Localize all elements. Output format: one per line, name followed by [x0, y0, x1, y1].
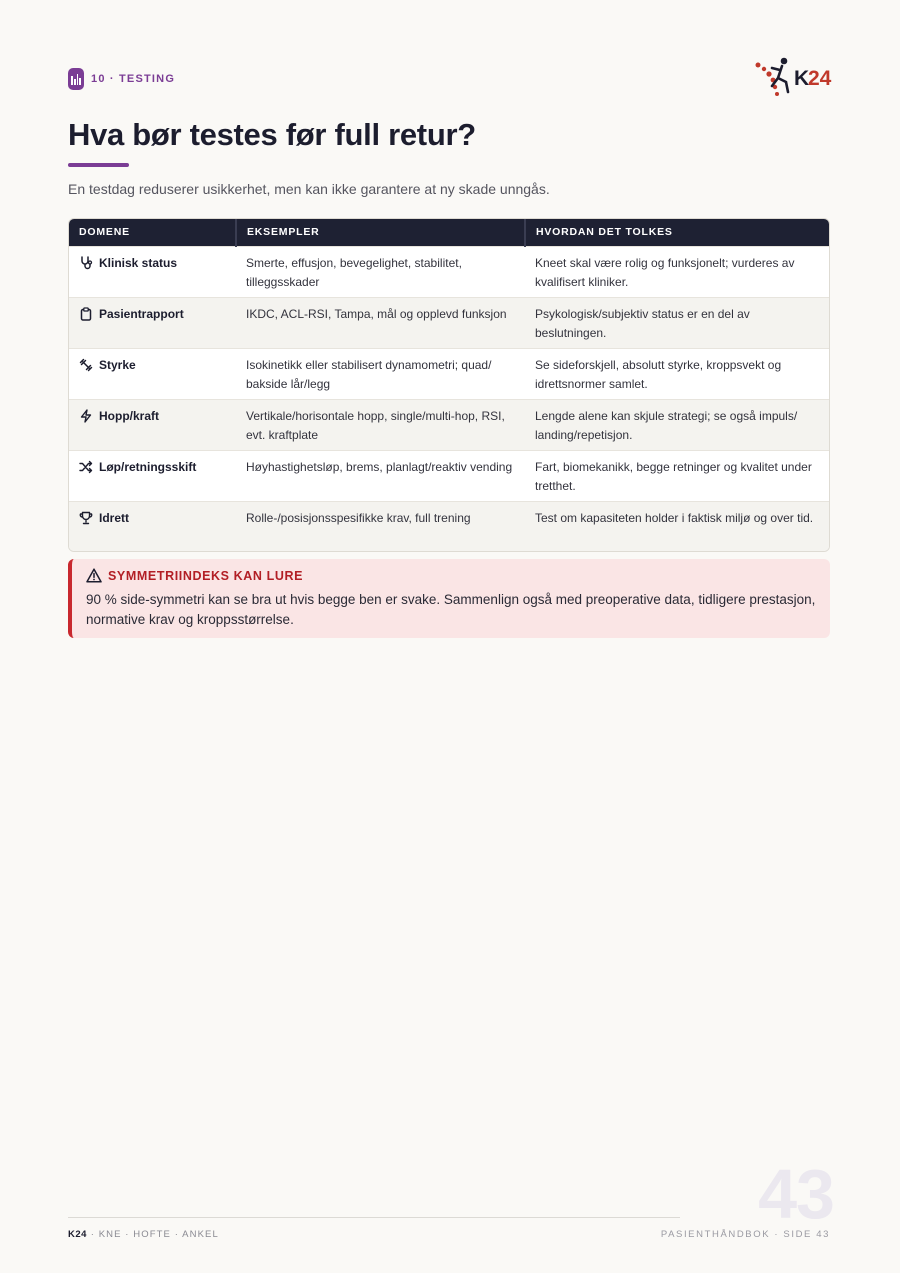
interpretation-cell: Test om kapasiteten holder i faktisk miljø og over tid. [525, 501, 830, 551]
footer-divider [68, 1217, 680, 1218]
bar-chart-icon [68, 68, 84, 90]
header-examples: EKSEMPLER [236, 219, 525, 246]
table-header-row [69, 219, 830, 246]
table-row [69, 450, 830, 501]
page-number-watermark: 43 [758, 1155, 834, 1233]
interpretation-cell: Kneet skal være rolig og funksjonelt; vurderes av kvalifisert kliniker. [525, 246, 830, 297]
warning-body: 90 % side-symmetri kan se bra ut hvis begge ben er svake. Sammenlign også med preoperative data, tidligere prestasjon, normative krav og kroppsstørrelse. [86, 592, 816, 627]
table-row [69, 399, 830, 450]
domain-label: Løp/retningsskift [99, 459, 197, 474]
domain-label: Idrett [99, 510, 129, 525]
examples-cell: Høyhastighetsløp, brems, planlagt/reaktiv vending [236, 450, 525, 501]
title-underline [68, 163, 129, 167]
stethoscope-icon [79, 256, 93, 270]
warning-callout [68, 559, 830, 638]
trophy-icon [79, 511, 93, 525]
warning-title: SYMMETRIINDEKS KAN LURE [108, 568, 304, 583]
header-interpretation: HVORDAN DET TOLKES [525, 219, 830, 246]
warning-triangle-icon [86, 568, 102, 583]
shuffle-icon [79, 460, 93, 474]
intro-text: En testdag reduserer usikkerhet, men kan ikke garantere at ny skade unngås. [68, 181, 550, 197]
domain-label: Klinisk status [99, 255, 178, 270]
footer-right: PASIENTHÅNDBOK · SIDE 43 [660, 1229, 830, 1240]
domain-label: Styrke [99, 357, 136, 372]
footer-left [68, 1229, 219, 1240]
lightning-icon [79, 409, 93, 423]
header-domain: DOMENE [69, 219, 236, 246]
examples-cell: Vertikale/horisontale hopp, single/multi-hop, RSI, evt. kraftplate [236, 399, 525, 450]
chapter-label: 10 · TESTING [91, 73, 176, 85]
interpretation-cell: Se sideforskjell, absolutt styrke, kroppsvekt og idrettsnormer samlet. [525, 348, 830, 399]
clipboard-icon [79, 307, 93, 321]
interpretation-cell: Psykologisk/subjektiv status er en del av beslutningen. [525, 297, 830, 348]
chapter-label-group [68, 68, 175, 90]
testing-table [68, 218, 830, 552]
page-title: Hva bør testes før full retur? [68, 117, 476, 152]
dumbbell-icon [79, 358, 93, 372]
examples-cell: Isokinetikk eller stabilisert dynamometri; quad/ bakside lår/legg [236, 348, 525, 399]
examples-cell: Smerte, effusjon, bevegelighet, stabilitet, tilleggsskader [236, 246, 525, 297]
interpretation-cell: Lengde alene kan skjule strategi; se også impuls/ landing/repetisjon. [525, 399, 830, 450]
svg-text:24: 24 [808, 67, 832, 90]
table-row [69, 246, 830, 297]
table-row [69, 348, 830, 399]
domain-label: Hopp/kraft [99, 408, 159, 423]
footer-left-text: · KNE · HOFTE · ANKEL [90, 1229, 219, 1240]
table-row [69, 297, 830, 348]
k24-logo [752, 56, 834, 100]
domain-label: Pasientrapport [99, 306, 184, 321]
examples-cell: Rolle-/posisjonsspesifikke krav, full trening [236, 501, 525, 551]
interpretation-cell: Fart, biomekanikk, begge retninger og kvalitet under tretthet. [525, 450, 830, 501]
table-row [69, 501, 830, 551]
examples-cell: IKDC, ACL-RSI, Tampa, mål og opplevd funksjon [236, 297, 525, 348]
footer-brand: K24 [68, 1229, 87, 1240]
svg-text:K: K [794, 67, 810, 90]
